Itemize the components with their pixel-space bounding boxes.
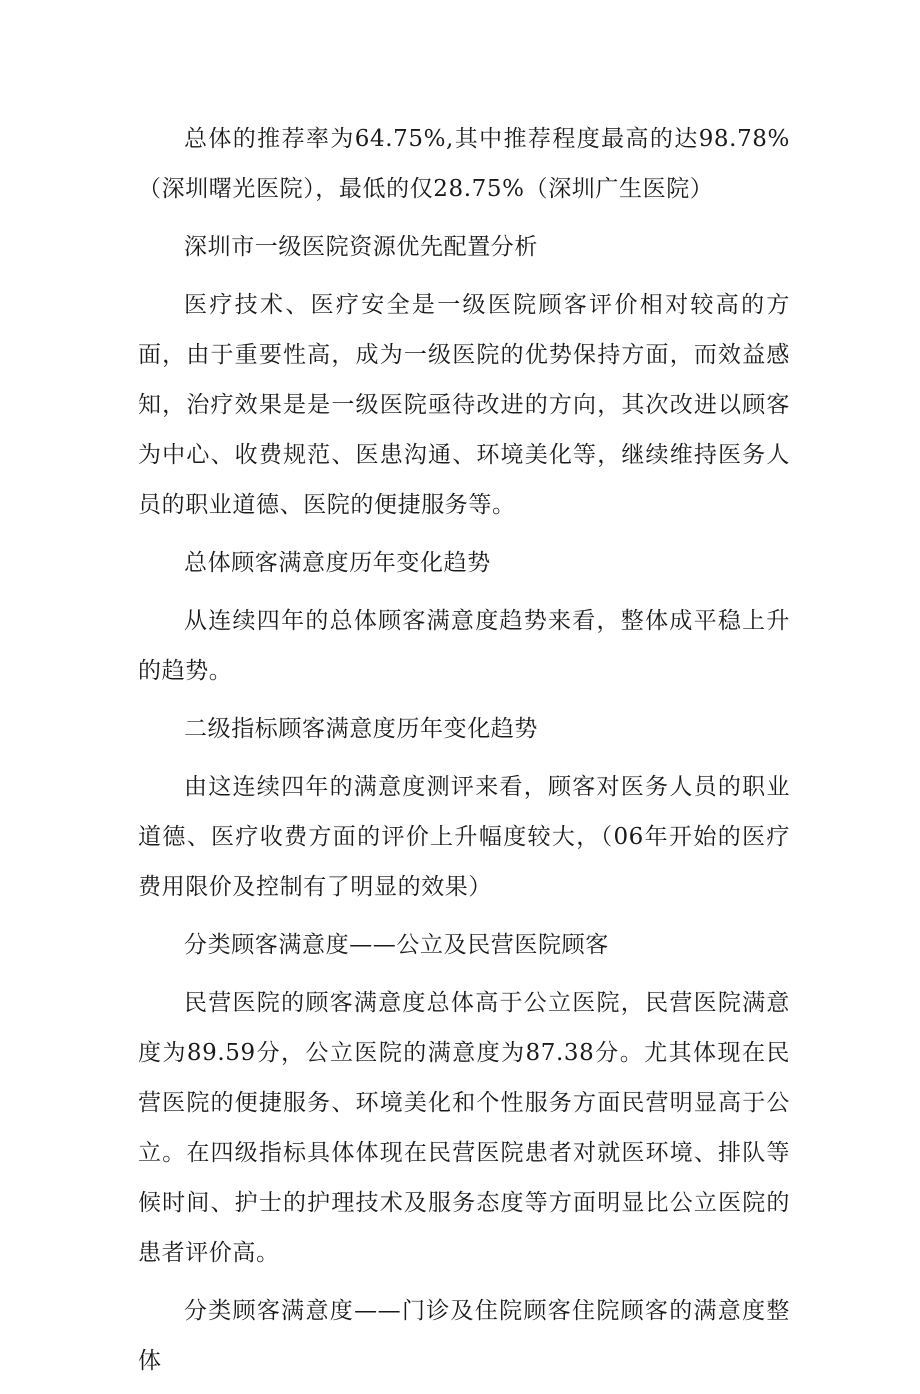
paragraph-overall-trend: 从连续四年的总体顾客满意度趋势来看，整体成平稳上升的趋势。 <box>138 608 790 684</box>
paragraph-recommendation-rate: 总体的推荐率为64.75%,其中推荐程度最高的达98.78%（深圳曙光医院），最低的仅28.75%（深圳广生医院） <box>138 126 790 202</box>
heading-secondary-trend: 二级指标顾客满意度历年变化趋势 <box>184 716 538 742</box>
heading-overall-trend: 总体顾客满意度历年变化趋势 <box>184 550 491 576</box>
paragraph-public-private: 民营医院的顾客满意度总体高于公立医院，民营医院满意度为89.59分，公立医院的满意度为87.38分。尤其体现在民营医院的便捷服务、环境美化和个性服务方面民营明显高于公立。在四级指标具体体现在民营医院患者对就医环境、排队等候时间、护士的护理技术及服务态度等方面明显比公立医院的患者评价高。 <box>138 990 790 1266</box>
document-body <box>138 114 790 1394</box>
heading-resource-allocation: 深圳市一级医院资源优先配置分析 <box>184 234 538 260</box>
paragraph-secondary-trend: 由这连续四年的满意度测评来看，顾客对医务人员的职业道德、医疗收费方面的评价上升幅度较大，（06年开始的医疗费用限价及控制有了明显的效果） <box>138 774 790 900</box>
paragraph-outpatient-inpatient: 分类顾客满意度——门诊及住院顾客住院顾客的满意度整体 <box>138 1298 790 1374</box>
paragraph-resource-allocation: 医疗技术、医疗安全是一级医院顾客评价相对较高的方面，由于重要性高，成为一级医院的优势保持方面，而效益感知，治疗效果是是一级医院亟待改进的方向，其次改进以顾客为中心、收费规范、医患沟通、环境美化等，继续维持医务人员的职业道德、医院的便捷服务等。 <box>138 292 790 518</box>
heading-public-private: 分类顾客满意度——公立及民营医院顾客 <box>184 932 609 958</box>
